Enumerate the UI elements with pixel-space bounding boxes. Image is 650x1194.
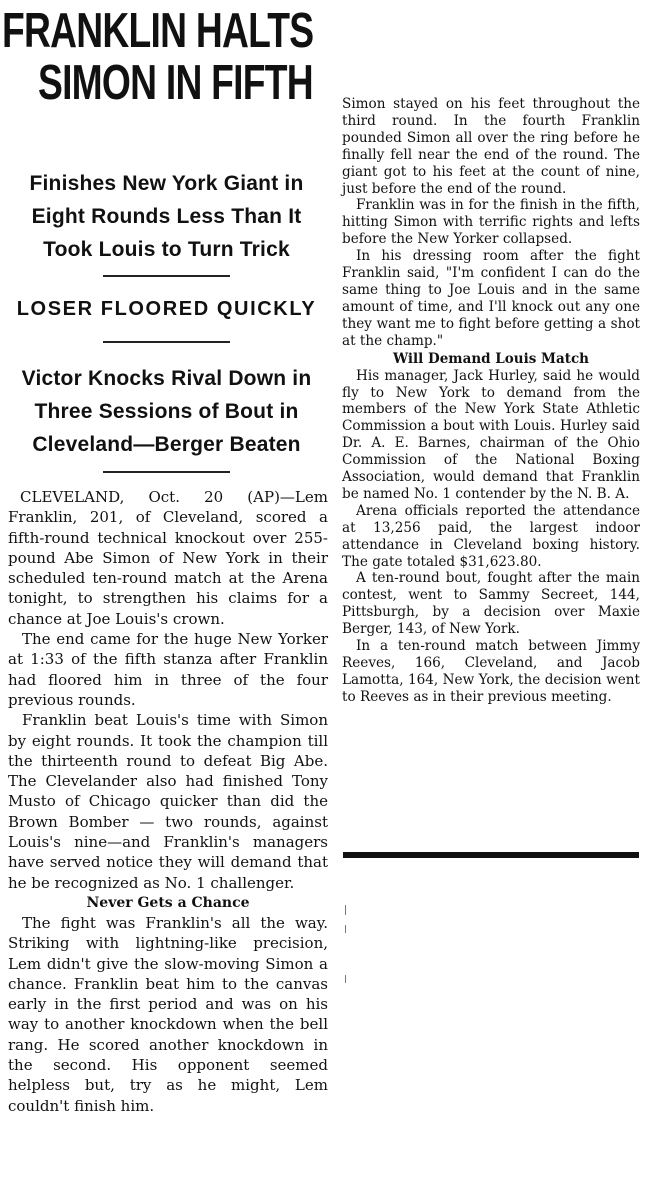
article-paragraph: The end came for the huge New Yorker at 1:33 of the fifth stanza after Franklin had floored him in three of the four previous rounds. [8,630,328,709]
deck-line: Three Sessions of Bout in [34,400,299,423]
deck-line: Finishes New York Giant in [29,172,304,195]
headline-line-2: SIMON IN FIFTH [38,56,313,110]
article-paragraph: Arena officials reported the attendance at 13,256 paid, the largest indoor attendance in Cleveland boxing history. The gate totaled $31,623.80. [342,502,640,570]
column-rule-mark [345,905,346,915]
article-paragraph: The fight was Franklin's all the way. Striking with lightning-like precision, Lem didn't give the slow-moving Simon a chance. Franklin beat him to the canvas early in the first period and was on his way to another knockdown when the bell rang. He scored another knockdown in the second. His opponent seemed helpless but, try as he might, Lem couldn't finish him. [8,913,328,1115]
subhead-never-gets-a-chance: Never Gets a Chance [86,894,250,911]
article-paragraph: Franklin was in for the finish in the fifth, hitting Simon with terrific rights and lefts before the New Yorker collapsed. [342,197,640,248]
deck-divider [103,471,230,473]
deck-divider [103,275,230,277]
article-paragraph: A ten-round bout, fought after the main contest, went to Sammy Secreet, 144, Pittsburgh, by a decision over Maxie Berger, 143, of New York. [342,570,640,638]
deck-line: Took Louis to Turn Trick [43,238,290,261]
article-paragraph: Franklin beat Louis's time with Simon by eight rounds. It took the champion till the thirteenth round to defeat Big Abe. The Clevelander also had finished Tony Musto of Chicago quicker than did the Brown Bomber — two rounds, against Louis's nine—and Franklin's managers have served notice they will demand that he be recognized as No. 1 challenger. [8,711,328,892]
article-paragraph: His manager, Jack Hurley, said he would fly to New York to demand from the members of the New York State Athletic Commission a bout with Louis. Hurley said Dr. A. E. Barnes, chairman of the Ohio Commission of the National Boxing Association, would demand that Franklin be named No. 1 contender by the N. B. A. [342,367,640,502]
deck-line: Cleveland—Berger Beaten [32,433,301,456]
article-paragraph: CLEVELAND, Oct. 20 (AP)—Lem Franklin, 201, of Cleveland, scored a fifth-round technical knockout over 255-pound Abe Simon of New York in their scheduled ten-round match at the Arena tonight, to strengthen his claims for a chance at Joe Louis's crown. [8,488,328,628]
subhead-will-demand-louis-match: Will Demand Louis Match [393,350,589,367]
deck-line: LOSER FLOORED QUICKLY [16,298,317,320]
article-body-left-column [8,487,328,1116]
column-rule-mark [345,975,346,983]
article-paragraph: Simon stayed on his feet throughout the third round. In the fourth Franklin pounded Simon all over the ring before he finally fell near the end of the round. The giant got to his feet at the count of nine, just before the end of the round. [342,96,640,197]
headline-line-1: FRANKLIN HALTS [2,4,314,58]
article-body-right-column [342,96,640,706]
deck-finishes-giant [0,167,333,266]
article-paragraph: In a ten-round match between Jimmy Reeves, 166, Cleveland, and Jacob Lamotta, 164, New York, the decision went to Reeves as in their previous meeting. [342,638,640,705]
deck-line: Victor Knocks Rival Down in [21,367,312,390]
deck-divider [103,341,230,343]
deck-line: Eight Rounds Less Than It [31,205,302,228]
column-rule-mark [345,925,346,933]
deck-loser-floored [0,293,333,326]
column-end-bar [343,852,639,858]
deck-victor-knocks [0,362,333,461]
article-paragraph: In his dressing room after the fight Franklin said, "I'm confident I can do the same thing to Joe Louis and in the same amount of time, and I'll knock out any one they want me to fight before getting a shot at the champ." [342,248,640,349]
